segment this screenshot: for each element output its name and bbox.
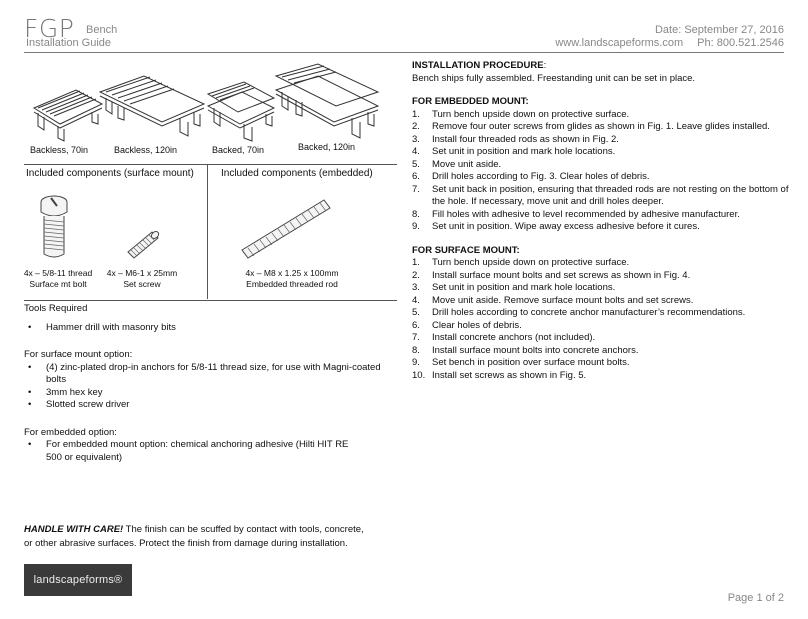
bench-label: Backless, 120in [114, 145, 178, 155]
list-item: 5. Move unit aside. [412, 158, 502, 170]
list-item: 7. Set unit back in position, ensuring that threaded rods are not resting on the bottom of the hole. If necessary, move unit and drill holes deeper. [412, 183, 789, 207]
document-date: Date: September 27, 2016 [654, 24, 784, 36]
list-item: • Hammer drill with masonry bits [24, 322, 396, 335]
bolt-name: Surface mt bolt [29, 279, 87, 289]
bench-label: Backless, 70in [30, 145, 89, 155]
list-item: 8. Fill holes with adhesive to level recommended by adhesive manufacturer. [412, 208, 740, 220]
list-item: 6. Clear holes of debris. [412, 319, 522, 331]
list-item: 1. Turn bench upside down on protective surface. [412, 257, 630, 268]
surface-tools-heading: For surface mount option: [24, 349, 133, 360]
website-link[interactable]: www.landscapeforms.com [555, 37, 684, 49]
list-item: 8. Install surface mount bolts into concrete anchors. [412, 344, 639, 356]
landscapeforms-logo: landscapeforms® [24, 564, 132, 596]
list-item: 2. Install surface mount bolts and set screws as shown in Fig. 4. [412, 269, 691, 281]
document-type: Installation Guide [26, 37, 111, 49]
surface-steps [412, 257, 792, 382]
list-item: 1. Turn bench upside down on protective surface. [412, 108, 630, 120]
list-item: • (4) zinc-plated drop-in anchors for 5/8-11 thread size, for use with Magni-coated bolts [24, 362, 396, 387]
backed-120-bench-drawing [272, 62, 382, 142]
embedded-components-heading: Included components (embedded) [221, 168, 373, 179]
screw-qty: 4x – M6-1 x 25mm [106, 268, 178, 278]
header-divider [24, 52, 784, 53]
list-item: 10. Install set screws as shown in Fig. 5. [412, 369, 587, 381]
surface-components-heading: Included components (surface mount) [26, 168, 194, 179]
contact-line [555, 37, 784, 49]
list-item: 9. Set bench in position over surface mount bolts. [412, 357, 630, 368]
surface-mount-heading: FOR SURFACE MOUNT: [412, 244, 520, 256]
bolt-label [22, 268, 94, 290]
rod-qty: 4x – M8 x 1.25 x 100mm [245, 268, 339, 278]
handle-with-care-note [24, 523, 404, 551]
embedded-mount-heading: FOR EMBEDDED MOUNT: [412, 96, 529, 107]
list-item: • For embedded mount option: chemical anchoring adhesive (Hilti HIT RE 500 or equivalent) [24, 439, 396, 464]
backless-70-bench-drawing [30, 86, 106, 142]
screw-label [102, 268, 182, 290]
tools-general-list [24, 322, 396, 335]
list-item: 4. Set unit in position and mark hole locations. [412, 146, 616, 157]
tools-heading: Tools Required [24, 303, 88, 314]
list-item: 5. Drill holes according to concrete anchor manufacturer’s recommendations. [412, 307, 746, 318]
procedure-intro: Bench ships fully assembled. Freestanding unit can be set in place. [412, 72, 696, 84]
list-item: 9. Set unit in position. Wipe away excess adhesive before it cures. [412, 221, 700, 232]
installation-procedure [412, 60, 792, 382]
rod-label [232, 268, 352, 290]
bolt-qty: 4x – 5/8-11 thread [23, 268, 93, 278]
product-name: Bench [86, 24, 118, 36]
embedded-tools-heading: For embedded option: [24, 426, 117, 438]
list-item: 6. Drill holes according to Fig. 3. Clear holes of debris. [412, 171, 650, 182]
list-item: • 3mm hex key [24, 387, 396, 400]
list-item: 7. Install concrete anchors (not included). [412, 332, 596, 343]
tools-section [24, 303, 396, 464]
list-item: 2. Remove four outer screws from glides as shown in Fig. 1. Leave glides installed. [412, 121, 770, 132]
handle-warning-label: HANDLE WITH CARE! [24, 524, 124, 535]
list-item: • Slotted screw driver [24, 399, 396, 412]
bench-label: Backed, 120in [298, 142, 356, 152]
components-divider [207, 164, 208, 299]
page-number: Page 1 of 2 [727, 592, 784, 604]
list-item: 3. Install four threaded rods as shown in Fig. 2. [412, 133, 619, 145]
threaded-rod-icon [238, 196, 336, 260]
embedded-steps [412, 109, 792, 234]
backless-120-bench-drawing [96, 74, 208, 142]
surface-tools-list [24, 362, 396, 412]
list-item: 4. Move unit aside. Remove surface mount bolts and set screws. [412, 294, 694, 306]
handle-text-line2: or other abrasive surfaces. Protect the finish from damage during installation. [24, 538, 348, 549]
surface-mount-bolt-icon [34, 192, 74, 262]
procedure-heading: INSTALLATION PROCEDURE [412, 60, 544, 71]
embedded-tools-list [24, 439, 396, 464]
handle-text-line1: The finish can be scuffed by contact with tools, concrete, [123, 524, 364, 535]
product-code: FGP [24, 14, 75, 43]
screw-name: Set screw [123, 279, 161, 289]
list-item: 3. Set unit in position and mark hole locations. [412, 282, 616, 293]
bench-label: Backed, 70in [212, 145, 265, 155]
set-screw-icon [122, 228, 164, 262]
procedure-heading-colon: : [543, 60, 547, 71]
rod-name: Embedded threaded rod [246, 279, 338, 289]
backed-70-bench-drawing [204, 78, 276, 142]
phone-number: Ph: 800.521.2546 [697, 37, 784, 49]
